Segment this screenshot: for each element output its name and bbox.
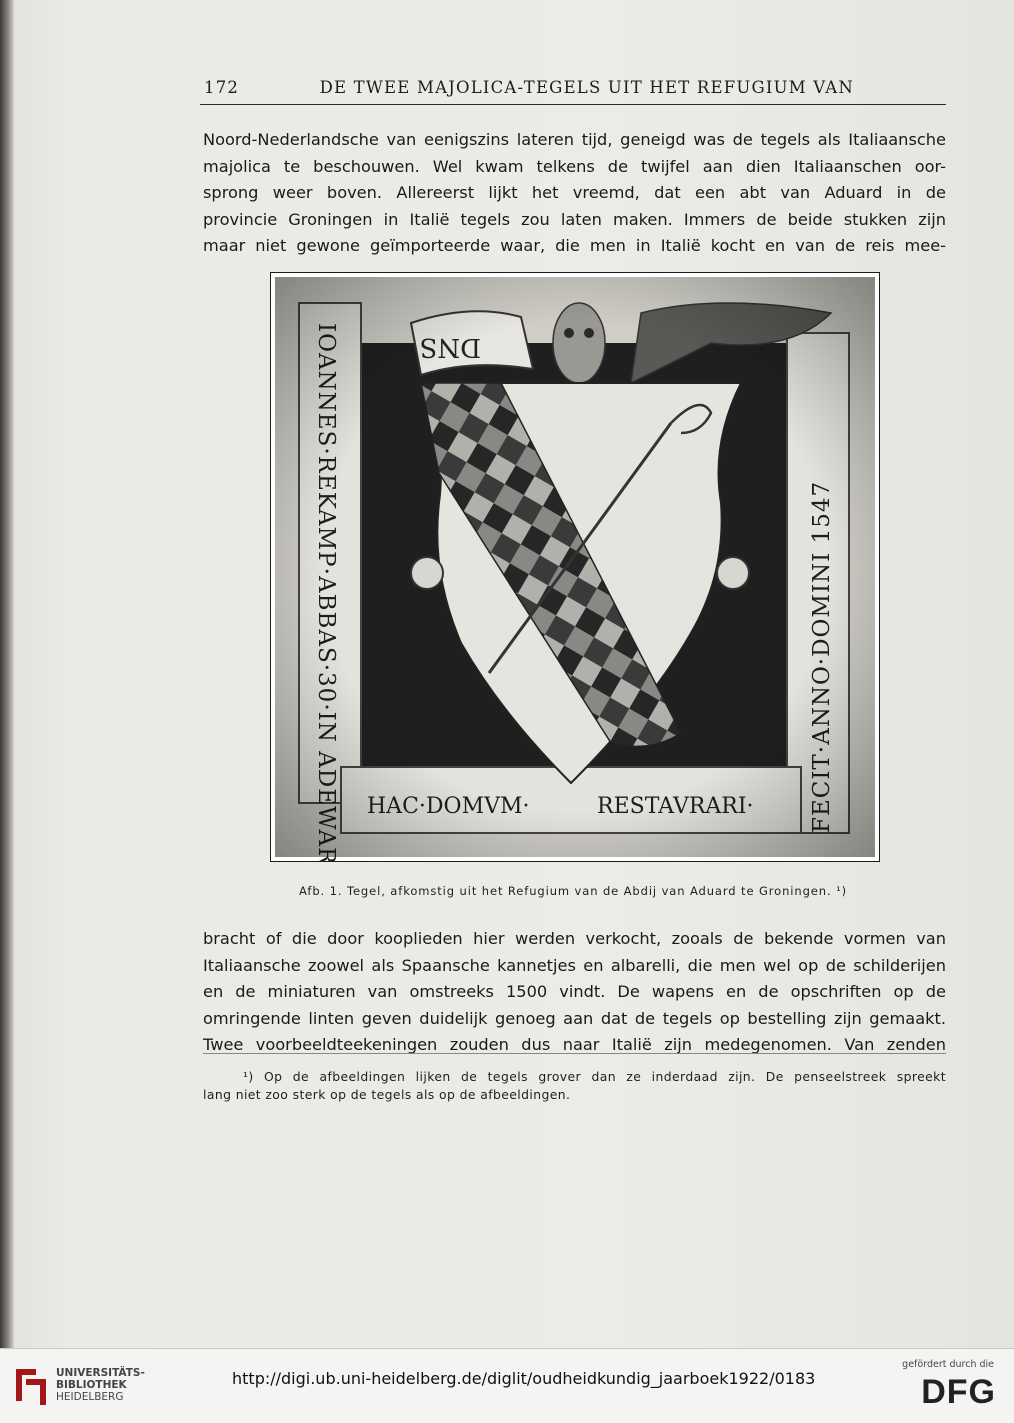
text-line: Twee voorbeeldteekeningen zouden dus naar Italië zijn medegenomen. Van zenden bbox=[203, 1035, 946, 1055]
text-line: Noord-Nederlandsche van eenigszins lateren tijd, geneigd was de tegels als Italiaansche bbox=[203, 130, 946, 149]
text-line: sprong weer boven. Allereerst lijkt het vreemd, dat een abt van Aduard in de bbox=[203, 183, 946, 203]
institution-name: UNIVERSITÄTS- BIBLIOTHEK HEIDELBERG bbox=[56, 1367, 145, 1403]
running-title: DE TWEE MAJOLICA-TEGELS UIT HET REFUGIUM VAN bbox=[319, 78, 854, 97]
text-line: provincie Groningen in Italië tegels zou laten maken. Immers de beide stukken zijn bbox=[203, 209, 946, 229]
text-line: Italiaansche zoowel als Spaansche kannetjes en albarelli, die men wel op de schilderijen bbox=[203, 955, 946, 975]
funding-note: gefördert durch die bbox=[902, 1359, 994, 1370]
dfg-logo: DFG bbox=[921, 1373, 996, 1411]
text-line: omringende linten geven duidelijk genoeg aan dat de tegels op bestelling zijn gemaakt. bbox=[203, 1008, 946, 1028]
text-line: majolica te beschouwen. Wel kwam telkens de twijfel aan dien Italiaanschen oor- bbox=[203, 156, 946, 176]
paragraph-top bbox=[203, 127, 946, 260]
footnote-line: lang niet zoo sterk op de tegels als op de afbeeldingen. bbox=[203, 1087, 571, 1102]
page-header bbox=[200, 74, 946, 105]
page-number: 172 bbox=[204, 78, 240, 97]
figure-caption: Afb. 1. Tegel, afkomstig uit het Refugium van de Abdij van Aduard te Groningen. ¹) bbox=[299, 884, 847, 898]
text-line: maar niet gewone geïmporteerde waar, die men in Italië kocht en van de reis mee- bbox=[203, 236, 946, 256]
paragraph-bottom bbox=[203, 926, 946, 1059]
library-logo-icon bbox=[12, 1363, 52, 1407]
text-line: en de miniaturen van omstreeks 1500 vindt. De wapens en de opschriften op de bbox=[203, 982, 946, 1002]
footnote-line: ¹) Op de afbeeldingen lijken de tegels grover dan ze inderdaad zijn. De penseelstreek spreekt bbox=[243, 1069, 946, 1084]
tile-illustration bbox=[271, 273, 879, 861]
footnote bbox=[203, 1068, 946, 1104]
source-url-link[interactable]: http://digi.ub.uni-heidelberg.de/diglit/oudheidkundig_jaarboek1922/0183 bbox=[232, 1369, 816, 1388]
viewer-footer bbox=[0, 1348, 1014, 1423]
footnote-divider bbox=[203, 1053, 946, 1054]
book-gutter-shadow bbox=[0, 0, 14, 1348]
text-line: bracht of die door kooplieden hier werden verkocht, zooals de bekende vormen van bbox=[203, 929, 946, 948]
tile-photograph bbox=[270, 272, 880, 862]
